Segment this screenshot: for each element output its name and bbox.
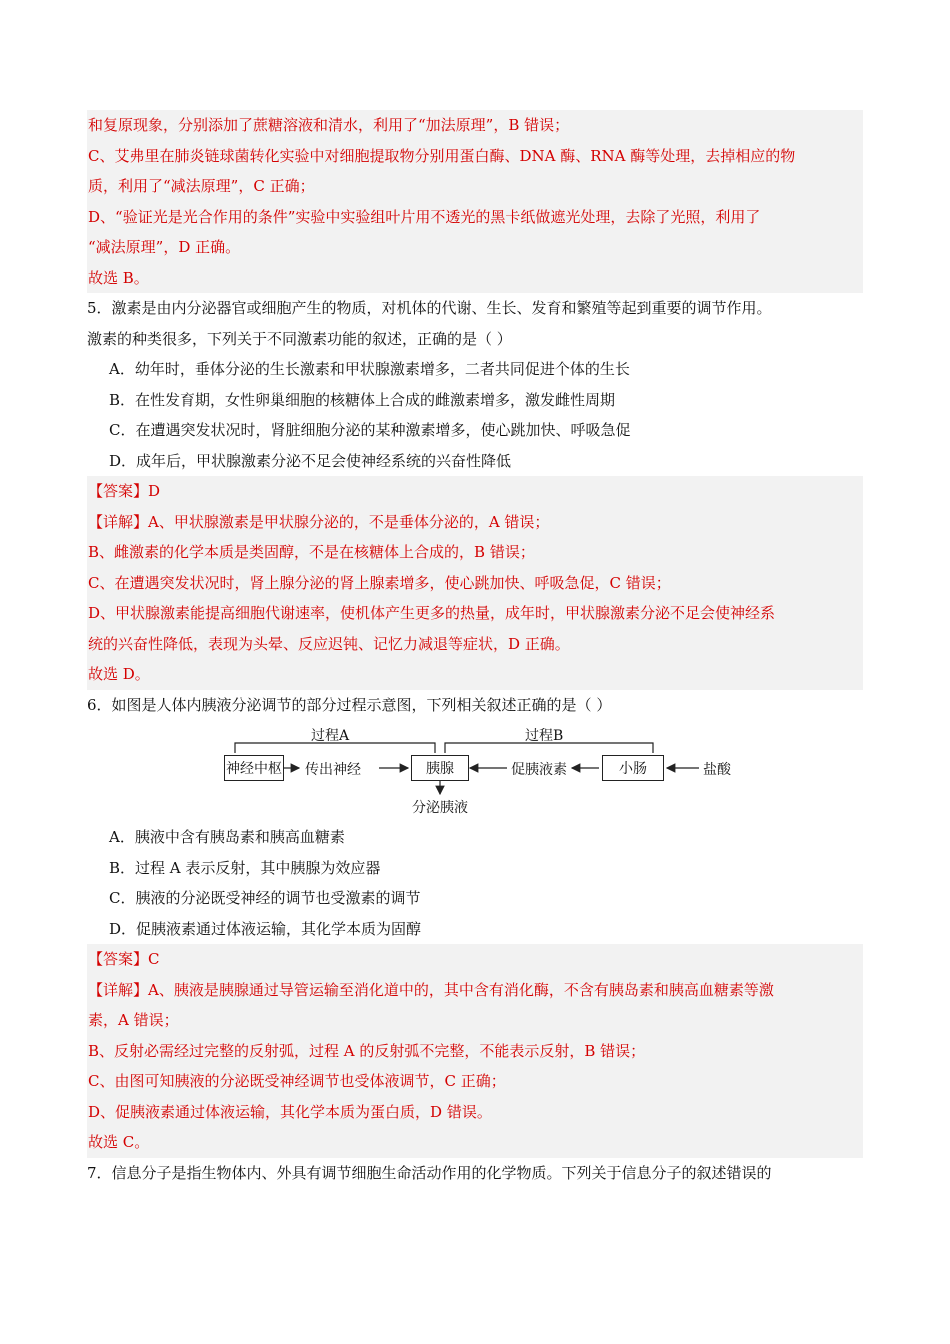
- explanation-line: B、雌激素的化学本质是类固醇，不是在核糖体上合成的，B 错误；: [88, 543, 535, 561]
- explanation-line: D、甲状腺激素能提高细胞代谢速率，使机体产生更多的热量，成年时，甲状腺激素分泌不足会使神经系: [88, 604, 776, 622]
- process-a-label: 过程A: [311, 728, 350, 744]
- option-a: A．胰液中含有胰岛素和胰高血糖素: [109, 828, 345, 846]
- question-stem: 6．如图是人体内胰液分泌调节的部分过程示意图，下列相关叙述正确的是（ ）: [87, 695, 612, 714]
- option-b: B．过程 A 表示反射，其中胰腺为效应器: [109, 858, 381, 877]
- explanation-line: “减法原理”，D 正确。: [88, 238, 241, 256]
- question-stem: 7．信息分子是指生物体内、外具有调节细胞生命活动作用的化学物质。下列关于信息分子的叙述错误的: [87, 1163, 772, 1182]
- explanation-line: 故选 B。: [88, 268, 149, 287]
- explanation-line: C、由图可知胰液的分泌既受神经调节也受体液调节，C 正确；: [88, 1072, 506, 1090]
- explanation-line: C、在遭遇突发状况时，肾上腺分泌的肾上腺素增多，使心跳加快、呼吸急促，C 错误；: [88, 573, 671, 592]
- explanation-line: C、艾弗里在肺炎链球菌转化实验中对细胞提取物分别用蛋白酶、DNA 酶、RNA 酶等处理，去掉相应的物: [88, 146, 796, 165]
- answer-label: 【答案】D: [88, 482, 161, 500]
- option-c: C．胰液的分泌既受神经的调节也受激素的调节: [109, 889, 421, 907]
- q5-answer-block: [87, 476, 863, 690]
- question-6: [87, 690, 863, 945]
- question-stem: 5．激素是由内分泌器官或细胞产生的物质，对机体的代谢、生长、发育和繁殖等起到重要的调节作用。: [87, 299, 772, 317]
- question-5: [87, 293, 863, 476]
- explanation-line: B、反射必需经过完整的反射弧，过程 A 的反射弧不完整，不能表示反射，B 错误；: [88, 1041, 646, 1060]
- efferent-nerve-label: 传出神经: [305, 762, 361, 778]
- document-page: [87, 110, 863, 1188]
- small-intestine-box: 小肠: [602, 755, 664, 781]
- option-d: D．成年后，甲状腺激素分泌不足会使神经系统的兴奋性降低: [109, 451, 512, 470]
- explanation-line: 质，利用了“减法原理”，C 正确；: [88, 177, 315, 195]
- explanation-line: 故选 D。: [88, 665, 150, 683]
- explanation-line: 故选 C。: [88, 1133, 150, 1151]
- explanation-line: 统的兴奋性降低，表现为头晕、反应迟钝、记忆力减退等症状，D 正确。: [88, 634, 570, 653]
- secretin-label: 促胰液素: [511, 762, 567, 778]
- hydrochloric-acid-label: 盐酸: [703, 762, 731, 778]
- q4-explanation-block: [87, 110, 863, 293]
- option-a: A．幼年时，垂体分泌的生长激素和甲状腺激素增多，二者共同促进个体的生长: [109, 360, 630, 378]
- option-d: D．促胰液素通过体液运输，其化学本质为固醇: [109, 919, 422, 938]
- option-b: B．在性发育期，女性卵巢细胞的核糖体上合成的雌激素增多，激发雌性周期: [109, 390, 616, 409]
- nerve-center-box: 神经中枢: [224, 755, 284, 781]
- explanation-line: D、促胰液素通过体液运输，其化学本质为蛋白质，D 错误。: [88, 1102, 492, 1121]
- diagram-arrows: [87, 724, 863, 818]
- answer-label: 【答案】C: [88, 950, 160, 968]
- question-7: [87, 1158, 863, 1189]
- process-b-label: 过程B: [525, 728, 564, 744]
- option-c: C．在遭遇突发状况时，肾脏细胞分泌的某种激素增多，使心跳加快、呼吸急促: [109, 421, 631, 439]
- explanation-line: D、“验证光是光合作用的条件”实验中实验组叶片用不透光的黑卡纸做遮光处理，去除了光照，利用了: [88, 207, 761, 226]
- explanation-line: 【详解】A、胰液是胰腺通过导管运输至消化道中的，其中含有消化酶，不含有胰岛素和胰高血糖素等激: [88, 980, 774, 999]
- secrete-pancreatic-juice-label: 分泌胰液: [412, 800, 468, 816]
- pancreas-box: 胰腺: [411, 755, 469, 781]
- explanation-line: 素，A 错误；: [88, 1011, 179, 1029]
- explanation-line: 【详解】A、甲状腺激素是甲状腺分泌的，不是垂体分泌的，A 错误；: [88, 512, 550, 531]
- explanation-line: 和复原现象，分别添加了蔗糖溶液和清水，利用了“加法原理”，B 错误；: [88, 116, 570, 134]
- pancreatic-secretion-diagram: [87, 724, 863, 818]
- question-stem: 激素的种类很多，下列关于不同激素功能的叙述，正确的是（ ）: [87, 329, 512, 348]
- q6-answer-block: [87, 944, 863, 1158]
